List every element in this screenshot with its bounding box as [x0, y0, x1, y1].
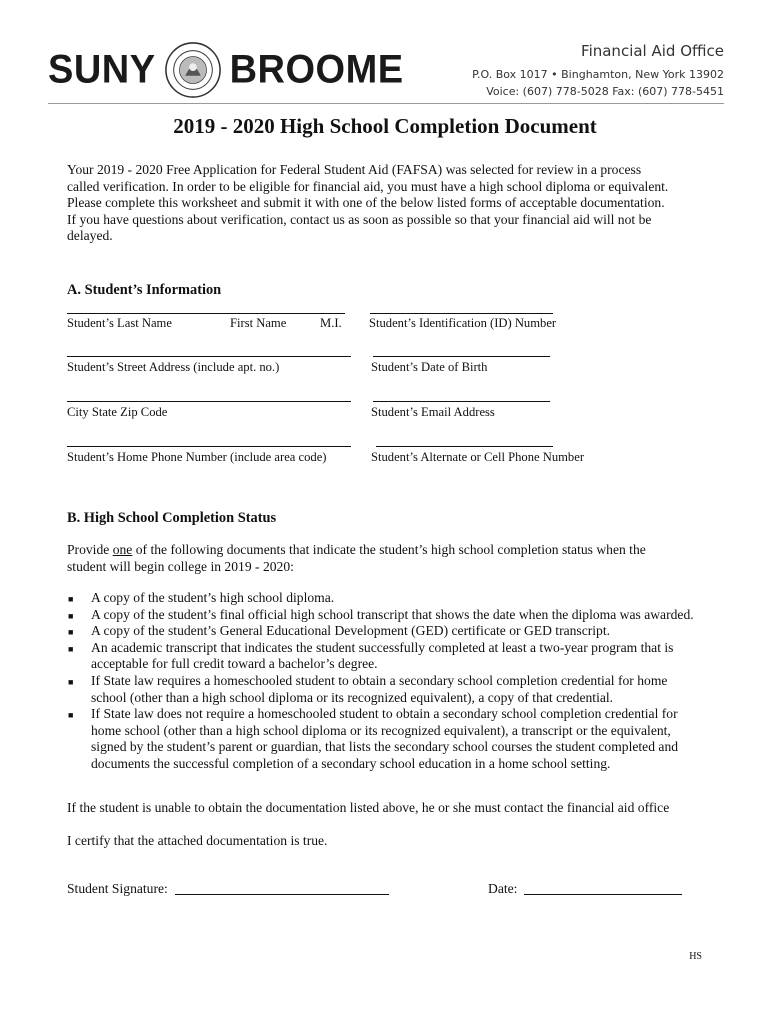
certify-statement: I certify that the attached documentation is true.	[67, 833, 328, 848]
college-seal-icon	[164, 41, 222, 99]
home-phone-label: Student’s Home Phone Number (include area code)	[67, 450, 327, 464]
bullet-icon: ■	[68, 643, 74, 654]
unable-statement: If the student is unable to obtain the documentation listed above, he or she must contact the financial aid office	[67, 800, 670, 815]
list-item-text: If State law requires a homeschooled student to obtain a secondary school completion credential for home school (other than a high school diploma or its recognized equivalent), a copy of that credential.	[91, 672, 668, 705]
bullet-icon: ■	[68, 594, 74, 604]
date-of-birth-label: Student’s Date of Birth	[371, 360, 488, 374]
last-name-label: Student’s Last Name	[67, 316, 172, 330]
intro-line: Please complete this worksheet and submit it with one of the below listed forms of acceptable documentation.	[67, 195, 665, 211]
date-of-birth-field-line[interactable]	[373, 356, 550, 357]
home-phone-field-line[interactable]	[67, 446, 351, 447]
list-item-text: A copy of the student’s final official high school transcript that shows the date when the diploma was awarded.	[91, 606, 694, 622]
logo-text-left: SUNY	[48, 47, 156, 92]
form-code: HS	[689, 951, 702, 962]
date-field-line[interactable]	[524, 894, 682, 895]
bullet-icon: ■	[68, 710, 74, 721]
office-title: Financial Aid Office	[581, 42, 724, 60]
cell-phone-label: Student’s Alternate or Cell Phone Number	[371, 450, 585, 464]
list-item	[67, 623, 697, 640]
document-title: 2019 - 2020 High School Completion Document	[173, 114, 597, 138]
intro-line: Your 2019 - 2020 Free Application for Federal Student Aid (FAFSA) was selected for review in a process	[67, 162, 642, 177]
list-item-text: A copy of the student’s high school diploma.	[91, 590, 335, 605]
student-id-field-line[interactable]	[370, 313, 553, 314]
date-label: Date:	[488, 881, 518, 896]
provide-text: Provide	[67, 542, 113, 557]
list-item-text: A copy of the student’s General Educational Development (GED) certificate or GED transcript.	[91, 623, 611, 639]
first-name-label: First Name	[230, 316, 287, 330]
bullet-icon: ■	[68, 676, 74, 687]
office-contact: Voice: (607) 778-5028 Fax: (607) 778-5451	[486, 85, 724, 98]
list-item	[67, 673, 697, 706]
logo-text-right: BROOME	[229, 47, 404, 92]
section-a-heading: A. Student’s Information	[67, 282, 222, 298]
intro-line: delayed.	[67, 228, 113, 244]
bullet-icon: ■	[68, 610, 74, 621]
name-field-line[interactable]	[67, 313, 345, 314]
list-item	[67, 706, 697, 772]
city-state-zip-label: City State Zip Code	[67, 405, 168, 419]
logo	[48, 38, 404, 102]
list-item	[67, 640, 697, 673]
provide-line	[67, 542, 707, 559]
list-item	[67, 590, 697, 607]
city-state-zip-field-line[interactable]	[67, 401, 351, 402]
provide-text: of the following documents that indicate the student’s high school completion status when the	[132, 542, 646, 557]
provide-paragraph	[67, 542, 707, 575]
intro-line: called verification. In order to be eligible for financial aid, you must have a high school diploma or equivalent.	[67, 178, 669, 194]
list-item	[67, 607, 697, 624]
intro-line: If you have questions about verification, contact us as soon as possible so that your financial aid will not be	[67, 211, 652, 227]
student-id-label: Student’s Identification (ID) Number	[369, 316, 557, 330]
documents-list	[67, 590, 697, 773]
office-info	[472, 42, 724, 100]
student-signature-field-line[interactable]	[175, 894, 389, 895]
street-address-label: Student’s Street Address (include apt. no.)	[67, 360, 280, 374]
section-b-heading: B. High School Completion Status	[67, 510, 277, 526]
office-address: P.O. Box 1017 • Binghamton, New York 13902	[472, 68, 724, 81]
list-item-text: If State law does not require a homeschooled student to obtain a secondary school completion credential for home school (other than a high school diploma or its recognized equivalent), a transcript or the equivalent, signed by the student’s parent or guardian, that lists the secondary school courses the student completed and documents the successful completion of a secondary school education in a home school setting.	[91, 706, 679, 771]
street-address-field-line[interactable]	[67, 356, 351, 357]
email-label: Student’s Email Address	[371, 405, 495, 419]
cell-phone-field-line[interactable]	[376, 446, 553, 447]
provide-line: student will begin college in 2019 - 2020:	[67, 558, 294, 574]
intro-paragraph	[67, 162, 707, 245]
bullet-icon: ■	[68, 627, 74, 638]
email-field-line[interactable]	[373, 401, 550, 402]
provide-emphasis: one	[112, 542, 133, 557]
header-divider	[48, 103, 724, 104]
middle-initial-label: M.I.	[320, 316, 342, 330]
student-signature-label: Student Signature:	[67, 881, 168, 896]
list-item-text: An academic transcript that indicates the student successfully completed at least a two-year program that is acceptable for full credit toward a bachelor’s degree.	[91, 639, 674, 672]
